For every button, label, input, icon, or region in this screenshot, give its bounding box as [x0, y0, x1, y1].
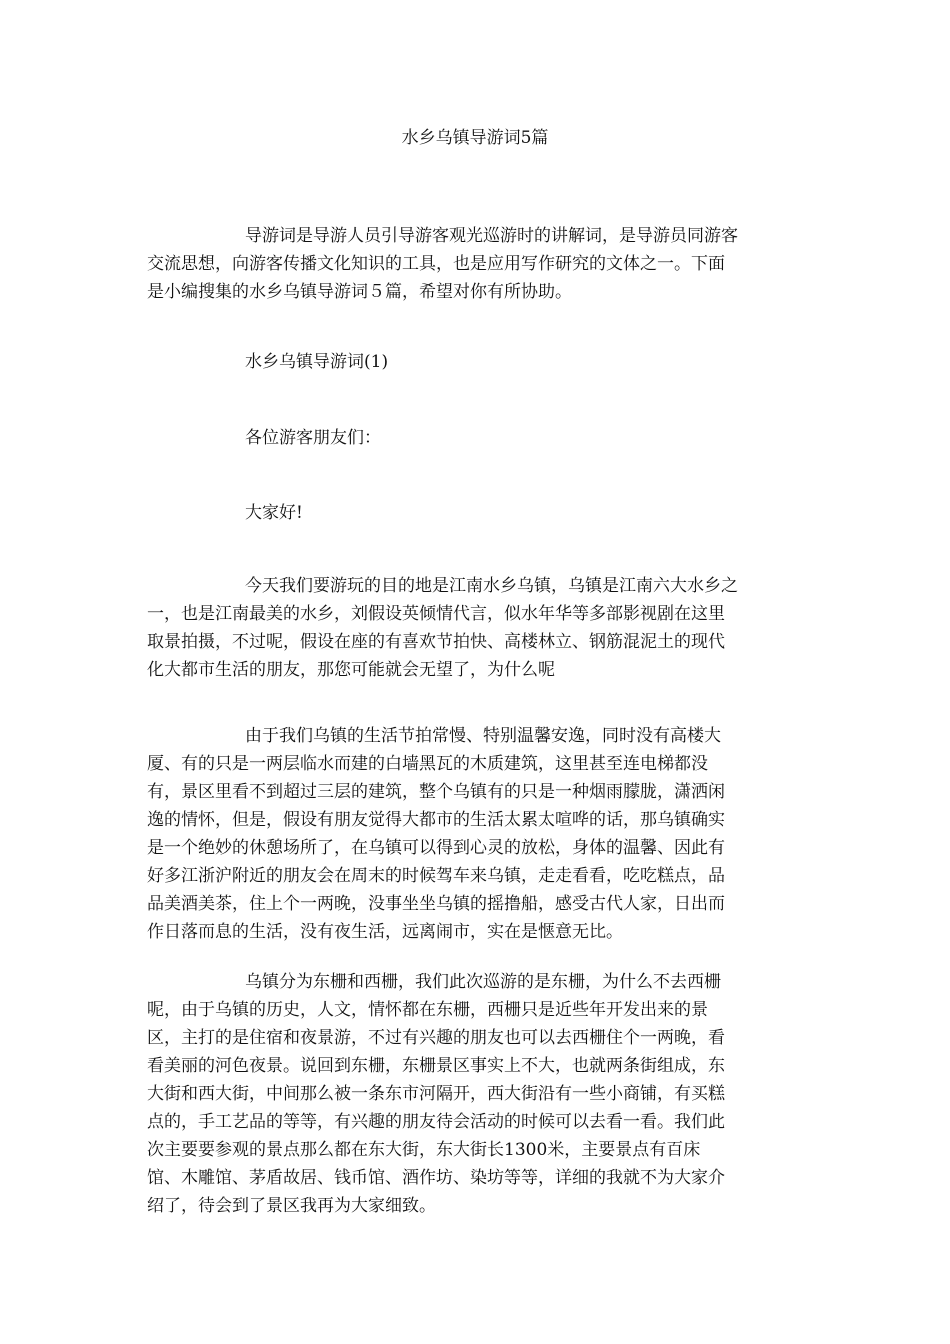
- paragraph-line: 有，景区里看不到超过三层的建筑，整个乌镇有的只是一种烟雨朦胧，潇洒闲: [147, 782, 725, 802]
- paragraph-line: 厦、有的只是一两层临水而建的白墙黑瓦的木质建筑，这里甚至连电梯都没: [147, 754, 708, 774]
- paragraph-line: 乌镇分为东栅和西栅，我们此次巡游的是东栅，为什么不去西栅: [245, 972, 721, 992]
- intro-line: 是小编搜集的水乡乌镇导游词５篇，希望对你有所协助。: [147, 282, 572, 302]
- paragraph-line: 取景拍摄，不过呢，假设在座的有喜欢节拍快、高楼林立、钢筋混泥土的现代: [147, 632, 725, 652]
- paragraph-line: 点的，手工艺品的等等，有兴趣的朋友待会活动的时候可以去看一看。我们此: [147, 1112, 725, 1132]
- paragraph-line: 大街和西大街，中间那么被一条东市河隔开，西大街沿有一些小商铺，有买糕: [147, 1084, 725, 1104]
- paragraph-line: 今天我们要游玩的目的地是江南水乡乌镇，乌镇是江南六大水乡之: [245, 576, 738, 596]
- paragraph-line: 是一个绝妙的休憩场所了，在乌镇可以得到心灵的放松，身体的温馨、因此有: [147, 838, 725, 858]
- paragraph-2: [147, 722, 803, 946]
- paragraph-line: 一，也是江南最美的水乡，刘假设英倾情代言，似水年华等多部影视剧在这里: [147, 604, 725, 624]
- intro-paragraph: [147, 222, 803, 306]
- paragraph-1: [147, 572, 803, 684]
- paragraph-line: 作日落而息的生活，没有夜生活，远离闹市，实在是惬意无比。: [147, 922, 623, 942]
- section-heading: 水乡乌镇导游词(1): [245, 352, 389, 372]
- paragraph-line: 次主要要参观的景点那么都在东大街，东大街长1300米，主要景点有百床: [147, 1140, 701, 1160]
- paragraph-line: 逸的情怀，但是，假设有朋友觉得大都市的生活太累太喧哗的话，那乌镇确实: [147, 810, 725, 830]
- paragraph-line: 区，主打的是住宿和夜景游，不过有兴趣的朋友也可以去西栅住个一两晚，看: [147, 1028, 725, 1048]
- paragraph-line: 好多江浙沪附近的朋友会在周末的时候驾车来乌镇，走走看看，吃吃糕点，品: [147, 866, 725, 886]
- paragraph-line: 绍了，待会到了景区我再为大家细致。: [147, 1196, 436, 1216]
- paragraph-line: 品美酒美茶，住上个一两晚，没事坐坐乌镇的摇撸船，感受古代人家，日出而: [147, 894, 725, 914]
- document-title: 水乡乌镇导游词5篇: [401, 128, 549, 148]
- paragraph-line: 呢，由于乌镇的历史，人文，情怀都在东栅，西栅只是近些年开发出来的景: [147, 1000, 708, 1020]
- intro-line: 交流思想，向游客传播文化知识的工具，也是应用写作研究的文体之一。下面: [147, 254, 725, 274]
- greeting: 大家好!: [245, 503, 303, 523]
- paragraph-line: 化大都市生活的朋友，那您可能就会无望了，为什么呢: [147, 660, 555, 680]
- intro-line: 导游词是导游人员引导游客观光巡游时的讲解词，是导游员同游客: [245, 226, 738, 246]
- paragraph-line: 看美丽的河色夜景。说回到东栅，东栅景区事实上不大，也就两条街组成，东: [147, 1056, 725, 1076]
- paragraph-line: 由于我们乌镇的生活节拍常慢、特别温馨安逸，同时没有高楼大: [245, 726, 721, 746]
- paragraph-line: 馆、木雕馆、茅盾故居、钱币馆、酒作坊、染坊等等，详细的我就不为大家介: [147, 1168, 725, 1188]
- salutation: 各位游客朋友们：: [245, 428, 381, 448]
- paragraph-3: [147, 968, 803, 1220]
